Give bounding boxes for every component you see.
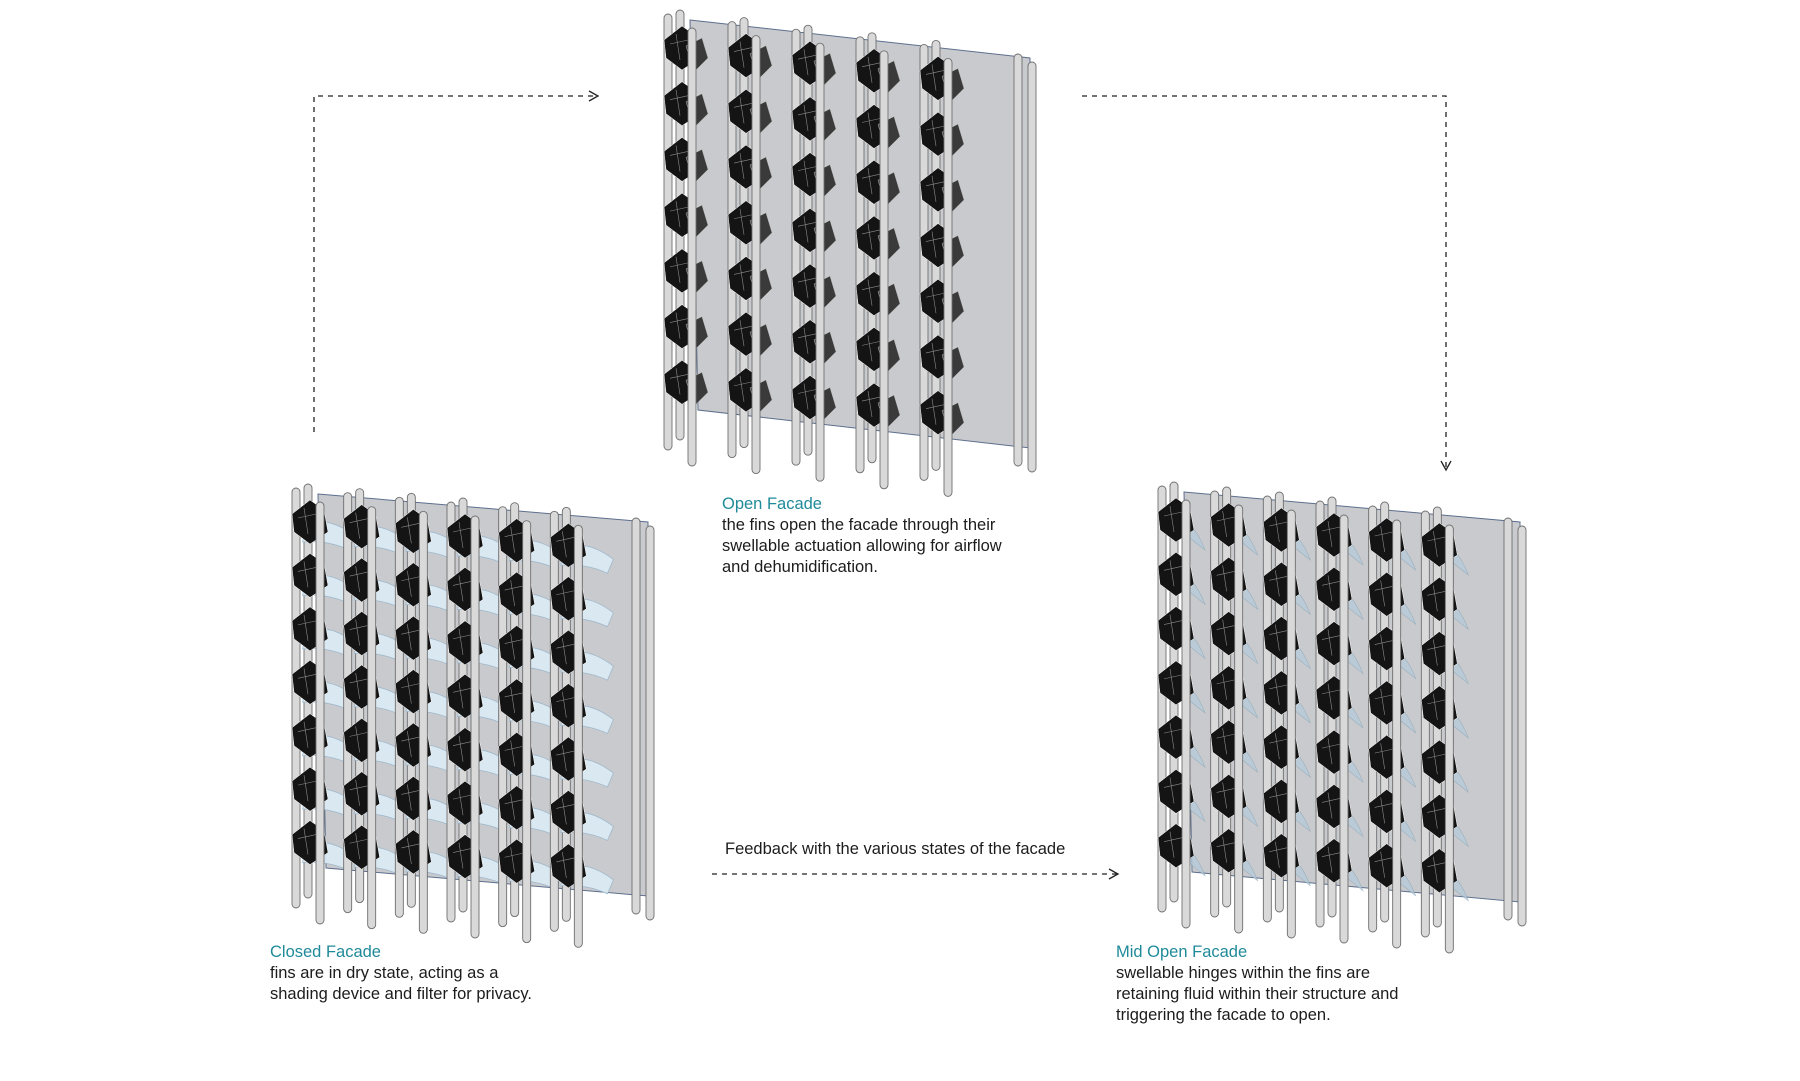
closed-facade-title: Closed Facade bbox=[270, 943, 381, 961]
pole bbox=[523, 521, 531, 943]
pole bbox=[1235, 505, 1243, 933]
pole bbox=[632, 518, 640, 914]
pole bbox=[816, 43, 824, 481]
open-facade-description: the fins open the facade through their swellable actuation allowing for airflow and dehumidification. bbox=[722, 516, 1002, 576]
closed-facade-illustration bbox=[292, 484, 654, 947]
pole bbox=[1393, 520, 1401, 948]
pole bbox=[1518, 526, 1526, 926]
arrow-open-to-mid bbox=[1082, 96, 1446, 470]
pole bbox=[574, 525, 582, 947]
arrow-closed-to-open bbox=[314, 96, 598, 432]
mid-open-facade-illustration bbox=[1158, 482, 1526, 953]
open-facade-title: Open Facade bbox=[722, 495, 822, 513]
mid-open-facade-description: swellable hinges within the fins are retaining fluid within their structure and triggering the facade to open. bbox=[1116, 964, 1399, 1024]
pole bbox=[1014, 54, 1022, 466]
pole bbox=[368, 507, 376, 929]
closed-facade-description: fins are in dry state, acting as a shading device and filter for privacy. bbox=[270, 964, 532, 1003]
pole bbox=[1287, 510, 1295, 938]
open-facade-caption bbox=[722, 494, 1012, 578]
closed-facade-caption bbox=[270, 942, 540, 1005]
pole bbox=[1182, 500, 1190, 928]
pole bbox=[419, 511, 427, 933]
feedback-label: Feedback with the various states of the facade bbox=[725, 840, 1066, 858]
pole bbox=[1445, 525, 1453, 953]
pole bbox=[471, 516, 479, 938]
pole bbox=[1340, 515, 1348, 943]
pole bbox=[688, 28, 696, 466]
mid-open-facade-title: Mid Open Facade bbox=[1116, 943, 1248, 961]
mid-open-facade-caption bbox=[1116, 942, 1406, 1026]
pole bbox=[880, 51, 888, 489]
open-facade-illustration bbox=[664, 10, 1036, 496]
pole bbox=[752, 36, 760, 474]
pole bbox=[646, 526, 654, 920]
pole bbox=[316, 502, 324, 924]
pole bbox=[1028, 62, 1036, 472]
pole bbox=[944, 58, 952, 496]
pole bbox=[1504, 518, 1512, 920]
